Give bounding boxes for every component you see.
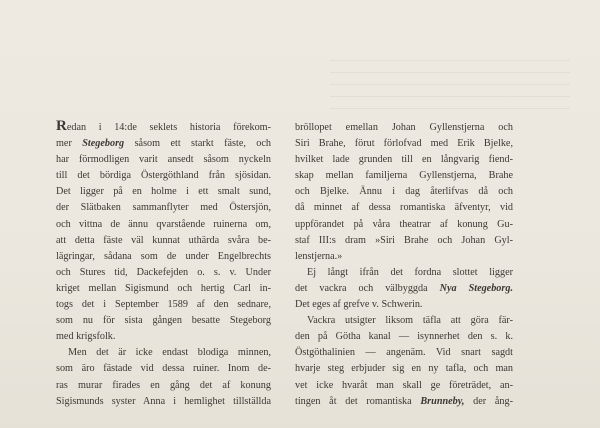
text-line — [56, 281, 271, 297]
text-line — [295, 136, 513, 152]
text-line — [295, 233, 513, 249]
line-text: Östgöthalinien — angenäm. Vid snart sagdt — [295, 347, 513, 359]
text-line — [295, 313, 513, 329]
text-line — [295, 378, 513, 394]
line-text: der Slätbaken sammanflyter med Östersjön, — [56, 202, 271, 214]
line-text: den på Götha kanal — isynnerhet den s. k. — [295, 331, 513, 343]
text-line — [56, 120, 271, 136]
line-text: till det bördiga Östergöthland från sjösidan. — [56, 170, 271, 182]
line-text: ras murar firades en gång det af konung — [56, 379, 271, 391]
text-line — [295, 200, 513, 216]
text-line — [56, 217, 271, 233]
text-line — [56, 378, 271, 394]
line-text: mer — [56, 138, 72, 150]
line-text: har förmodligen varit ansedt såsom nyckeln — [56, 154, 271, 166]
text-line — [295, 297, 513, 313]
line-text: Sigismunds syster Anna i hemlighet tillställda — [56, 395, 271, 407]
bleed-through-text — [330, 60, 570, 120]
line-text: skap mellan familjerna Gyllenstjerna, Brahe — [295, 170, 513, 182]
text-line — [295, 394, 513, 410]
text-line — [56, 168, 271, 184]
line-text: Vackra utsigter liksom täfla att göra fär- — [307, 315, 513, 327]
text-line — [56, 184, 271, 200]
line-text: och Bjelke. Ännu i dag återlifvas då och — [295, 186, 513, 198]
line-text: lägringar, sådana som de under Engelbrechts — [56, 250, 271, 262]
text-line — [295, 345, 513, 361]
text-line — [56, 152, 271, 168]
line-text: Siri Brahe, förut förlofvad med Erik Bjelke, — [295, 138, 513, 150]
line-text: Men det är icke endast blodiga minnen, — [68, 347, 271, 359]
line-text: hvarje steg erbjuder sig en ny tafla, och man — [295, 363, 513, 375]
line-text: Det ligger på en holme i ett smalt sund, — [56, 186, 271, 198]
line-text: Ej långt ifrån det fordna slottet ligger — [307, 266, 513, 278]
text-line — [295, 184, 513, 200]
line-text: då minnet af dessa romantiska äfventyr, vid — [295, 202, 513, 214]
line-text: uppförandet på våra theatrar af konung Gu- — [295, 218, 513, 230]
line-text: bröllopet emellan Johan Gyllenstjerna och — [295, 122, 513, 133]
line-text: hvilket lade grunden till en långvarig fiend- — [295, 154, 513, 166]
line-text-continued: der ång- — [473, 395, 513, 407]
line-text: Det eges af grefve v. Schwerin. — [295, 299, 423, 311]
line-text: som äro fästade vid dessa ruiner. Inom de- — [56, 363, 271, 375]
line-text: att detta fäste väl kunnat uthärda svåra be- — [56, 234, 271, 246]
italic-place-name: Stegeborg — [82, 138, 125, 150]
text-line — [56, 361, 271, 377]
text-line — [295, 361, 513, 377]
text-line — [295, 152, 513, 168]
text-line — [56, 345, 271, 361]
line-text: vet icke hvaråt man skall ge företrädet, an- — [295, 379, 513, 391]
line-text: kriget mellan Sigismund och hertig Carl in- — [56, 282, 271, 294]
text-line — [295, 120, 513, 136]
line-text: togs det i September 1589 af den sednare, — [56, 299, 271, 311]
text-line — [295, 249, 513, 265]
text-line — [56, 329, 271, 345]
left-text-column — [56, 120, 271, 410]
text-line — [56, 265, 271, 281]
text-line — [295, 329, 513, 345]
text-line — [295, 217, 513, 233]
text-line — [56, 313, 271, 329]
line-text: edan i 14:de seklets historia förekom- — [66, 122, 271, 133]
text-line — [56, 394, 271, 410]
line-text: det vackra och välbyggda — [295, 282, 428, 294]
text-line — [56, 136, 271, 152]
line-text: med krigsfolk. — [56, 331, 116, 343]
text-line — [56, 200, 271, 216]
right-text-column — [295, 120, 513, 410]
initial-letter: R — [56, 118, 67, 134]
text-line — [56, 233, 271, 249]
text-line — [56, 297, 271, 313]
line-text-continued: såsom ett starkt fäste, och — [134, 138, 272, 150]
italic-place-name: Nya Stegeborg. — [439, 282, 513, 294]
text-line — [295, 265, 513, 281]
line-text: som nu för sista gången besatte Stegeborg — [56, 315, 271, 327]
italic-place-name: Brunneby, — [420, 395, 465, 407]
line-text: och Stures tid, Dackefejden o. s. v. Under — [56, 266, 271, 278]
line-text: staf III:s dram »Siri Brahe och Johan Gyl- — [295, 234, 513, 246]
text-line — [295, 168, 513, 184]
line-text: lenstjerna.» — [295, 250, 343, 262]
line-text: tingen åt det romantiska — [295, 395, 412, 407]
text-line — [56, 249, 271, 265]
line-text: och vittna de ännu qvarstående ruinerna om, — [56, 218, 271, 230]
text-line — [295, 281, 513, 297]
